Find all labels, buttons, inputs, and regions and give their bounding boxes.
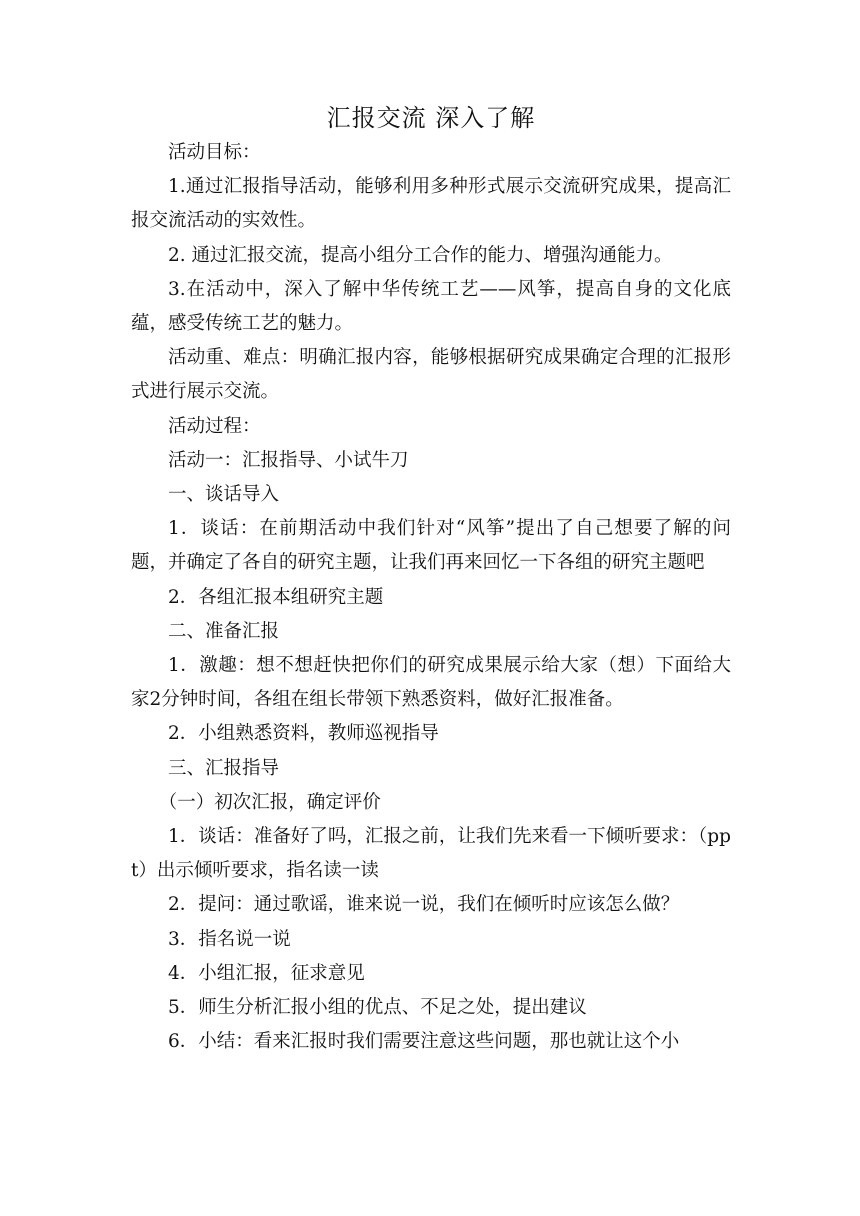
paragraph-process-heading: 活动过程：	[168, 415, 261, 437]
paragraph-goal-1: 1.通过汇报指导活动，能够利用多种形式展示交流研究成果，提高汇报交流活动的实效性。	[131, 176, 731, 232]
paragraph-subsection-1-item-5: 5．师生分析汇报小组的优点、不足之处，提出建议	[168, 997, 587, 1019]
paragraph-activity-one: 活动一：汇报指导、小试牛刀	[168, 449, 409, 471]
paragraph-subsection-1-item-6: 6．小结：看来汇报时我们需要注意这些问题，那也就让这个小	[168, 1031, 680, 1053]
paragraph-goal-3: 3.在活动中，深入了解中华传统工艺——风筝，提高自身的文化底蕴，感受传统工艺的魅力。	[131, 278, 731, 335]
document-title: 汇报交流 深入了解	[326, 104, 536, 132]
paragraph-section-2-item-2: 2．小组熟悉资料，教师巡视指导	[168, 723, 439, 745]
paragraph-section-1-item-2: 2．各组汇报本组研究主题	[168, 586, 384, 608]
paragraph-goals-heading: 活动目标：	[168, 142, 261, 163]
paragraph-subsection-1-heading: （一）初次汇报，确定评价	[158, 791, 381, 813]
paragraph-section-1-heading: 一、谈话导入	[168, 484, 280, 506]
paragraph-subsection-1-item-3: 3．指名说一说	[168, 928, 291, 950]
paragraph-subsection-1-item-2: 2．提问：通过歌谣，谁来说一说，我们在倾听时应该怎么做？	[168, 894, 680, 916]
paragraph-section-1-item-1: 1．谈话：在前期活动中我们针对“风筝”提出了自己想要了解的问题，并确定了各自的研究主题，让我们再来回忆一下各组的研究主题吧	[131, 518, 731, 574]
paragraph-subsection-1-item-4: 4．小组汇报，征求意见	[168, 962, 365, 984]
paragraph-goal-2: 2. 通过汇报交流，提高小组分工合作的能力、增强沟通能力。	[168, 244, 673, 266]
paragraph-key-points: 活动重、难点：明确汇报内容，能够根据研究成果确定合理的汇报形式进行展示交流。	[131, 347, 731, 403]
paragraph-section-3-heading: 三、汇报指导	[168, 757, 280, 779]
paragraph-subsection-1-item-1: 1．谈话：准备好了吗，汇报之前，让我们先来看一下倾听要求：（ppt）出示倾听要求，指名读一读	[131, 826, 731, 882]
paragraph-section-2-item-1: 1．激趣：想不想赶快把你们的研究成果展示给大家（想）下面给大家2分钟时间，各组在组长带领下熟悉资料，做好汇报准备。	[131, 655, 731, 711]
paragraph-section-2-heading: 二、准备汇报	[168, 620, 280, 642]
document-page	[131, 100, 731, 1059]
